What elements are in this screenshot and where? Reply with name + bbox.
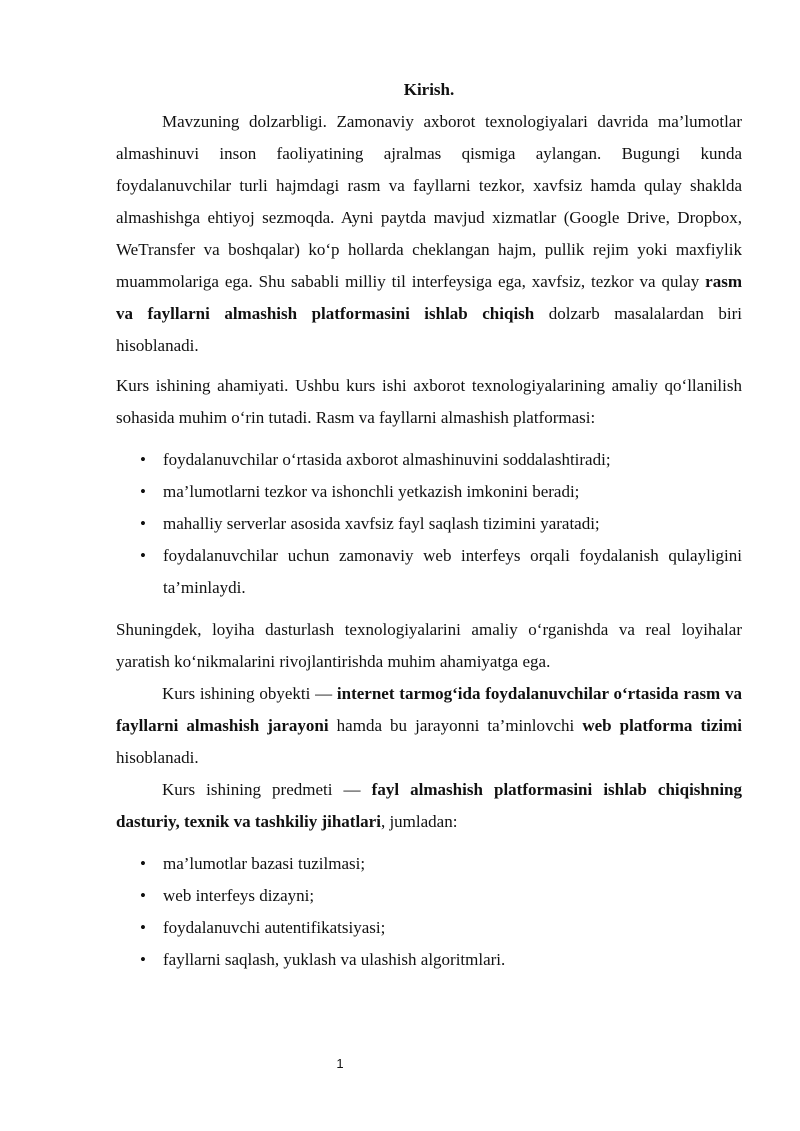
- paragraph-text: , jumladan:: [380, 812, 458, 831]
- bold-text: fayl almashish platformasini ishlab chiqishning dasturiy, texnik va tashkiliy jihatlari: [116, 780, 743, 831]
- bullet-icon: •: [140, 546, 146, 565]
- list-item-text: ma’lumotlar bazasi tuzilmasi;: [163, 854, 366, 873]
- paragraph-text: hamda bu jarayonni ta’minlovchi: [328, 716, 583, 735]
- bullet-icon: •: [140, 854, 146, 873]
- page-content: [116, 74, 742, 976]
- list-item-text: foydalanuvchilar o‘rtasida axborot almashinuvini soddalashtiradi;: [163, 450, 611, 469]
- paragraph-importance: Kurs ishining ahamiyati. Ushbu kurs ishi axborot texnologiyalarining amaliy qo‘llanilish sohasida muhim o‘rin tutadi. Rasm va fayllarni almashish platformasi:: [116, 376, 742, 427]
- list-item: [116, 540, 742, 604]
- bullet-icon: •: [140, 482, 146, 501]
- bullet-icon: •: [140, 886, 146, 905]
- bold-text: internet tarmog‘ida foydalanuvchilar o‘rtasida rasm va fayllarni almashish jarayoni: [116, 684, 742, 735]
- bullet-icon: •: [140, 918, 146, 937]
- list-item-text: mahalliy serverlar asosida xavfsiz fayl saqlash tizimini yaratadi;: [163, 514, 600, 533]
- paragraph-text: Kurs ishining predmeti —: [162, 780, 372, 799]
- list-item-text: ma’lumotlarni tezkor va ishonchli yetkazish imkonini beradi;: [163, 482, 580, 501]
- paragraph-skills: Shuningdek, loyiha dasturlash texnologiyalarini amaliy o‘rganishda va real loyihalar yaratish ko‘nikmalarini rivojlantirishda muhim ahamiyatga ega.: [116, 620, 742, 671]
- list-item: [116, 508, 742, 540]
- list-item: [116, 476, 742, 508]
- list-item: [116, 912, 742, 944]
- list-item-text: fayllarni saqlash, yuklash va ulashish algoritmlari.: [163, 950, 506, 969]
- paragraph-text: Kurs ishining obyekti —: [162, 684, 337, 703]
- list-item-text: foydalanuvchi autentifikatsiyasi;: [163, 918, 386, 937]
- bullet-list-aspects: [116, 848, 742, 976]
- bullet-icon: •: [140, 514, 146, 533]
- list-item: [116, 848, 742, 880]
- paragraph-text: Mavzuning dolzarbligi. Zamonaviy axborot texnologiyalari davrida ma’lumotlar almashinuvi inson faoliyatining ajralmas qismiga aylangan. Bugungi kunda foydalanuvchilar turli hajmdagi rasm va fayllarni tezkor, xavfsiz hamda qulay shaklda almashishga ehtiyoj sezmoqda. Ayni paytda mavjud xizmatlar (Google Drive, Dropbox, WeTransfer va boshqalar) ko‘p hollarda cheklangan hajm, pullik rejim yoki maxfiylik muammolariga ega. Shu sababli milliy til interfeysiga ega, xavfsiz, tezkor va qulay: [116, 112, 742, 291]
- paragraph-text: dolzarb masalalardan biri hisoblanadi.: [116, 304, 742, 355]
- paragraph-text: hisoblanadi.: [116, 748, 199, 767]
- bullet-icon: •: [140, 950, 146, 969]
- paragraph-relevance: [116, 106, 742, 362]
- page-number: 1: [336, 1056, 344, 1071]
- document-title: Kirish.: [403, 80, 455, 99]
- list-item-text: web interfeys dizayni;: [163, 886, 315, 905]
- bullet-list-benefits: [116, 444, 742, 604]
- list-item-text: foydalanuvchilar uchun zamonaviy web interfeys orqali foydalanish qulayligini ta’minlaydi.: [163, 546, 742, 597]
- bold-text: web platforma tizimi: [582, 716, 742, 735]
- paragraph-object: [116, 678, 742, 774]
- list-item: [116, 880, 742, 912]
- list-item: [116, 444, 742, 476]
- bullet-icon: •: [140, 450, 146, 469]
- list-item: [116, 944, 742, 976]
- paragraph-subject: [116, 774, 742, 838]
- bold-text: rasm va fayllarni almashish platformasini ishlab chiqish: [116, 272, 742, 323]
